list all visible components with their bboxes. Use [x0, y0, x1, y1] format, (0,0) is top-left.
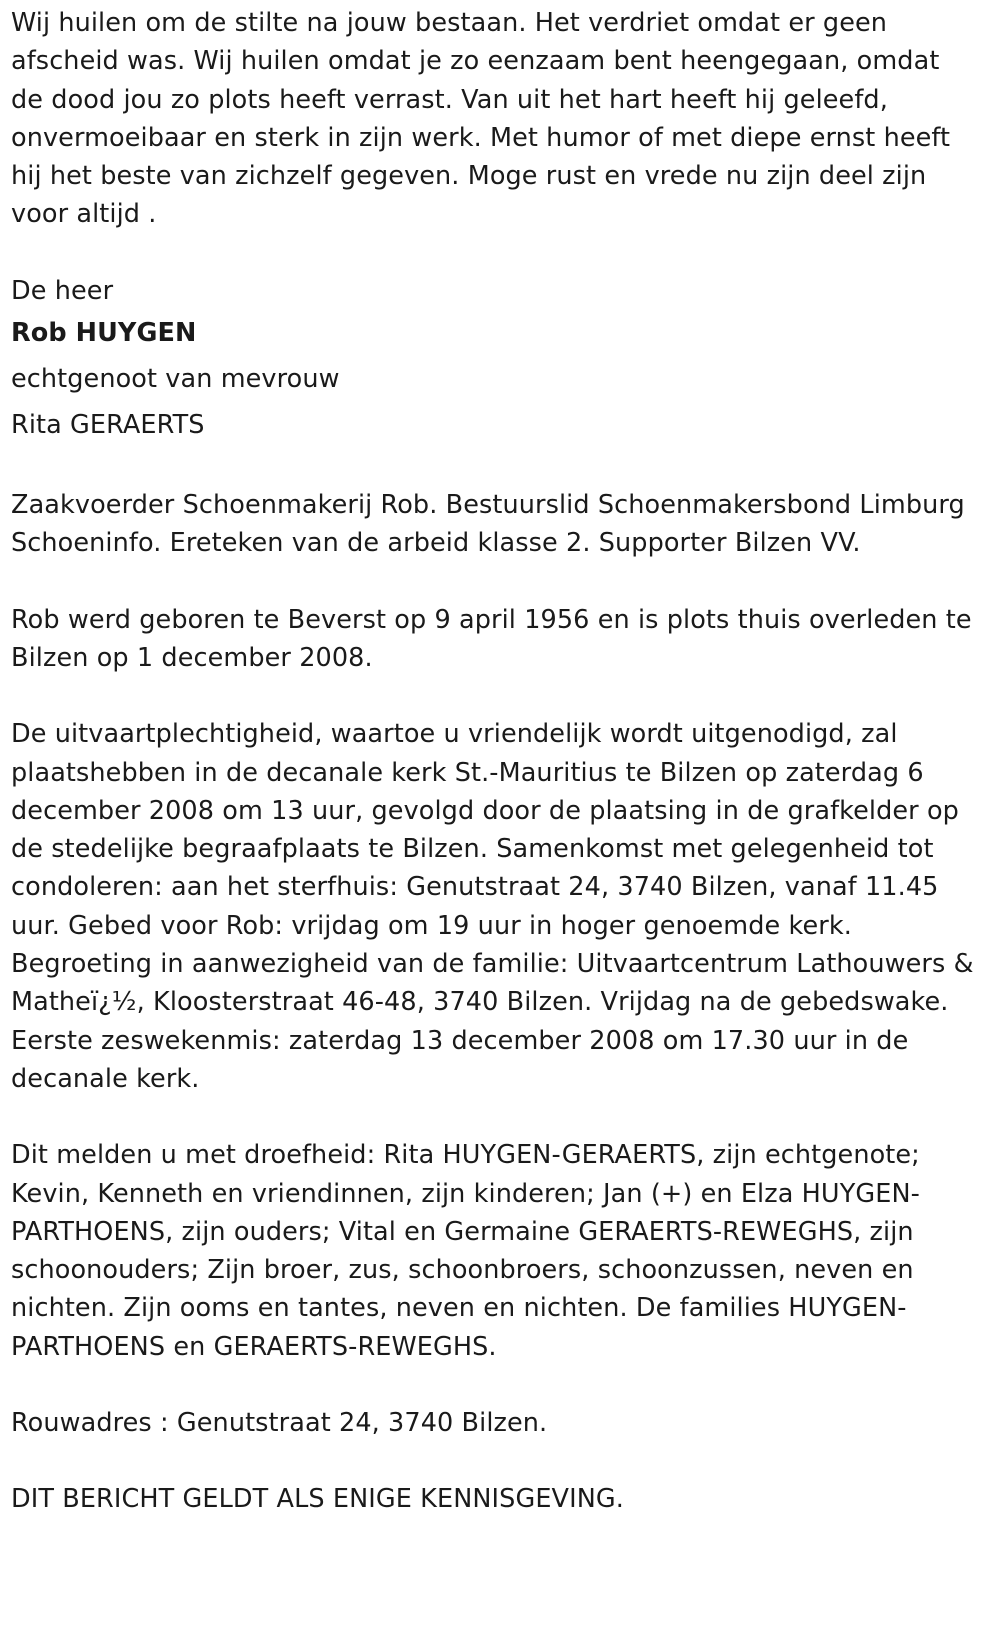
- spouse-name: Rita GERAERTS: [11, 410, 205, 441]
- deceased-title: De heer: [11, 275, 114, 306]
- opening-poem: Wij huilen om de stilte na jouw bestaan. Het verdriet omdat er geen afscheid was. Wij huilen omdat je zo eenzaam bent heengegaan, omdat de dood jou zo plots heeft verrast. Van uit het hart heeft hij geleefd, onvermoeibaar en sterk in zijn werk. Met humor of met diepe ernst heeft hij het beste van zichzelf gegeven. Moge rust en vrede nu zijn deel zijn voor altijd .: [11, 8, 951, 230]
- closing-statement: DIT BERICHT GELDT ALS ENIGE KENNISGEVING.: [11, 1484, 624, 1515]
- roles-paragraph: Zaakvoerder Schoenmakerij Rob. Bestuurslid Schoenmakersbond Limburg Schoeninfo. Ereteken van de arbeid klasse 2. Supporter Bilzen VV.: [11, 490, 965, 559]
- family-paragraph: Dit melden u met droefheid: Rita HUYGEN-GERAERTS, zijn echtgenote; Kevin, Kenneth en vriendinnen, zijn kinderen; Jan (+) en Elza HUYGEN-PARTHOENS, zijn ouders; Vital en Germaine GERAERTS-REWEGHS, zijn schoonouders; Zijn broer, zus, schoonbroers, schoonzussen, neven en nichten. Zijn ooms en tantes, neven en nichten. De families HUYGEN-PARTHOENS en GERAERTS-REWEGHS.: [11, 1140, 920, 1362]
- spouse-relation: echtgenoot van mevrouw: [11, 364, 340, 395]
- funeral-paragraph: De uitvaartplechtigheid, waartoe u vriendelijk wordt uitgenodigd, zal plaatshebben in de decanale kerk St.-Mauritius te Bilzen op zaterdag 6 december 2008 om 13 uur, gevolgd door de plaatsing in de grafkelder op de stedelijke begraafplaats te Bilzen. Samenkomst met gelegenheid tot condoleren: aan het sterfhuis: Genutstraat 24, 3740 Bilzen, vanaf 11.45 uur. Gebed voor Rob: vrijdag om 19 uur in hoger genoemde kerk. Begroeting in aanwezigheid van de familie: Uitvaartcentrum Lathouwers & Matheï¿½, Kloosterstraat 46-48, 3740 Bilzen. Vrijdag na de gebedswake. Eerste zeswekenmis: zaterdag 13 december 2008 om 17.30 uur in de decanale kerk.: [11, 719, 974, 1094]
- birth-death-paragraph: Rob werd geboren te Beverst op 9 april 1956 en is plots thuis overleden te Bilzen op 1 december 2008.: [11, 604, 972, 673]
- deceased-name: Rob HUYGEN: [11, 318, 197, 349]
- mourning-address: Rouwadres : Genutstraat 24, 3740 Bilzen.: [11, 1408, 548, 1439]
